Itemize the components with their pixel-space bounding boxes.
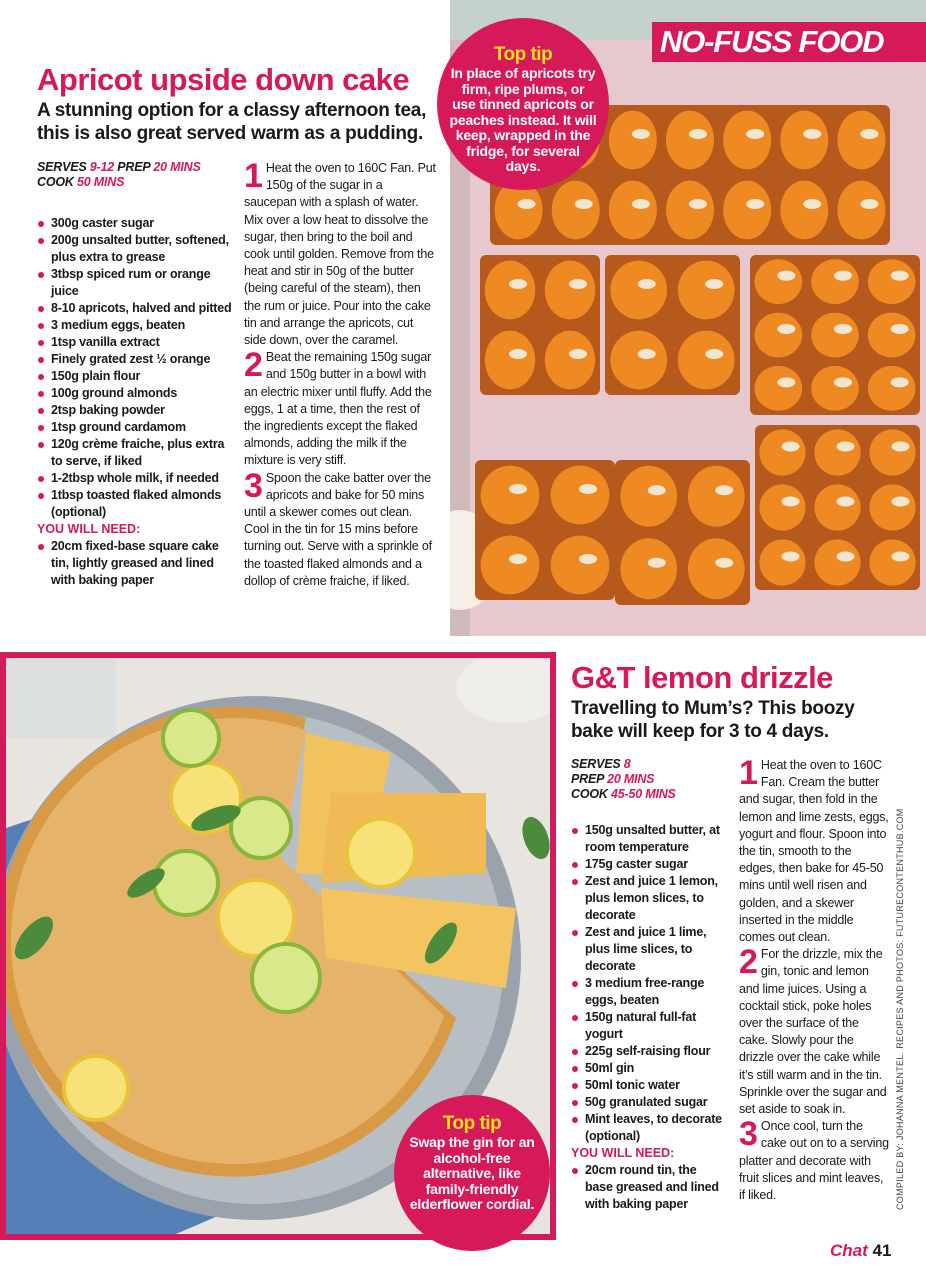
- ingredient-item: 300g caster sugar: [37, 215, 232, 232]
- step-text: Heat the oven to 160C Fan. Put 150g of the sugar in a saucepan with a splash of water. Mix over a low heat to dissolve the sugar, then bring to the boil and cook until golden. Remove from the heat and stir in 50g of the butter (being careful of the steam), then the rum or juice. Pour into the cake tin and arrange the apricots, cut side down, over the caramel.: [244, 161, 436, 348]
- ingredient-item: 1tsp vanilla extract: [37, 334, 232, 351]
- step-number: 3: [739, 1115, 757, 1154]
- recipe-subtitle: A stunning option for a classy afternoon tea, this is also great served warm as a pudding.: [37, 100, 427, 144]
- top-tip-heading-2: Top tip: [442, 1113, 502, 1134]
- method-step: [244, 157, 436, 349]
- equipment-item: 20cm fixed-base square cake tin, lightly greased and lined with baking paper: [37, 538, 232, 589]
- ingredients-list-2: [571, 822, 723, 1145]
- step-text: Beat the remaining 150g sugar and 150g butter in a bowl with an electric mixer until fluffy. Add the eggs, 1 at a time, then the rest of the ingredients except the flaked almonds, adding the milk if the mixture is very stiff.: [244, 350, 432, 468]
- recipe-timings-2: SERVES 8 PREP 20 MINS COOK 45-50 MINS: [571, 757, 676, 801]
- ingredient-item: 3 medium eggs, beaten: [37, 317, 232, 334]
- photo-credit: COMPILED BY: JOHANNA MENTEL. RECIPES AND PHOTOS: FUTURECONTENTHUB.COM: [895, 808, 905, 1210]
- top-tip-badge: [437, 18, 609, 190]
- ingredient-item: Mint leaves, to decorate (optional): [571, 1111, 723, 1145]
- recipe-subtitle-2: Travelling to Mum’s? This boozy bake will keep for 3 to 4 days.: [571, 698, 855, 742]
- ingredient-item: Finely grated zest ½ orange: [37, 351, 232, 368]
- magazine-name: Chat: [830, 1241, 868, 1260]
- equipment-item: 20cm round tin, the base greased and lined with baking paper: [571, 1162, 723, 1213]
- ingredient-item: 3tbsp spiced rum or orange juice: [37, 266, 232, 300]
- top-tip-badge-2: [394, 1095, 550, 1251]
- ingredient-item: 175g caster sugar: [571, 856, 723, 873]
- method-step: [244, 346, 436, 469]
- ingredient-item: 50ml tonic water: [571, 1077, 723, 1094]
- method-column: [244, 157, 436, 590]
- method-column-2: [739, 754, 889, 1204]
- page-number: 41: [872, 1241, 892, 1260]
- recipe-title: Apricot upside down cake: [37, 62, 410, 97]
- ingredient-item: 225g self-raising flour: [571, 1043, 723, 1060]
- you-will-need-heading: YOU WILL NEED:: [37, 522, 141, 536]
- section-banner-text: NO-FUSS FOOD: [660, 24, 884, 59]
- ingredient-item: 50ml gin: [571, 1060, 723, 1077]
- top-tip-text: In place of apricots try firm, ripe plums, or use tinned apricots or peaches instead. It will keep, wrapped in the fridge, for several days.: [449, 65, 597, 174]
- recipe-info-column: [37, 160, 232, 589]
- method-step: [739, 943, 889, 1118]
- ingredient-item: 120g crème fraiche, plus extra to serve, if liked: [37, 436, 232, 470]
- top-tip-heading: Top tip: [493, 44, 553, 65]
- method-step: [739, 1115, 889, 1204]
- ingredient-item: 2tsp baking powder: [37, 402, 232, 419]
- step-number: 2: [739, 943, 757, 982]
- ingredient-item: 1tsp ground cardamom: [37, 419, 232, 436]
- method-step: [244, 466, 436, 590]
- step-text: Heat the oven to 160C Fan. Cream the butter and sugar, then fold in the lemon and lime zests, eggs, yogurt and flour. Spoon into the tin, smooth to the edges, then bake for 45-50 mins until well risen and golden, and a skewer inserted in the middle comes out clean.: [739, 758, 889, 945]
- equipment-list-2: [571, 1162, 723, 1213]
- ingredient-item: 100g ground almonds: [37, 385, 232, 402]
- ingredient-item: Zest and juice 1 lemon, plus lemon slices, to decorate: [571, 873, 723, 924]
- equipment-list: [37, 538, 232, 589]
- ingredient-item: 1-2tbsp whole milk, if needed: [37, 470, 232, 487]
- ingredient-item: 8-10 apricots, halved and pitted: [37, 300, 232, 317]
- you-will-need-heading-2: YOU WILL NEED:: [571, 1146, 675, 1160]
- ingredient-item: 150g plain flour: [37, 368, 232, 385]
- step-text: For the drizzle, mix the gin, tonic and lemon and lime juices. Using a cocktail stick, poke holes over the surface of the cake. Slowly pour the drizzle over the cake while it’s still warm and in the tin. Sprinkle over the sugar and set aside to soak in.: [739, 947, 887, 1117]
- step-number: 1: [244, 157, 262, 195]
- step-number: 1: [739, 754, 757, 792]
- ingredient-item: 150g natural full-fat yogurt: [571, 1009, 723, 1043]
- step-number: 3: [244, 466, 262, 505]
- recipe-info-column-2: [571, 757, 723, 1213]
- recipe-title-2: G&T lemon drizzle: [571, 660, 833, 695]
- ingredient-item: 150g unsalted butter, at room temperature: [571, 822, 723, 856]
- ingredient-item: Zest and juice 1 lime, plus lime slices, to decorate: [571, 924, 723, 975]
- step-text: Once cool, turn the cake out on to a serving platter and decorate with fruit slices and mint leaves, if liked.: [739, 1119, 889, 1203]
- step-number: 2: [244, 346, 262, 385]
- ingredient-item: 200g unsalted butter, softened, plus extra to grease: [37, 232, 232, 266]
- ingredient-item: 3 medium free-range eggs, beaten: [571, 975, 723, 1009]
- ingredient-item: 50g granulated sugar: [571, 1094, 723, 1111]
- ingredient-item: 1tbsp toasted flaked almonds (optional): [37, 487, 232, 521]
- page-footer: [830, 1241, 891, 1261]
- ingredients-list: [37, 215, 232, 521]
- step-text: Spoon the cake batter over the apricots and bake for 50 mins until a skewer comes out clean. Cool in the tin for 15 mins before turning out. Serve with a sprinkle of the toasted flaked almonds and a dollop of crème fraiche, if liked.: [244, 470, 432, 588]
- recipe-timings: SERVES 9-12 PREP 20 MINS COOK 50 MINS: [37, 160, 201, 189]
- top-tip-text-2: Swap the gin for an alcohol-free alternative, like family-friendly elderflower cordial.: [409, 1134, 535, 1212]
- method-step: [739, 754, 889, 946]
